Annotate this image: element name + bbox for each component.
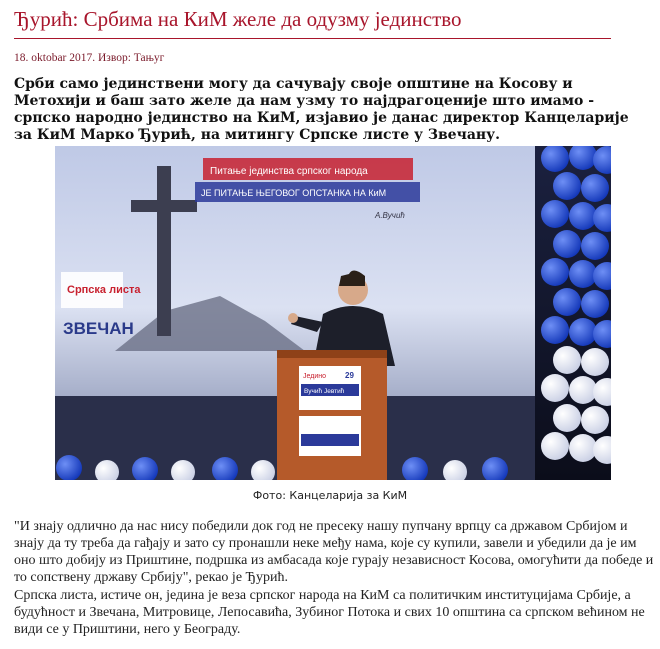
- article-meta: 18. oktobar 2017. Извор: Тањуг: [14, 52, 165, 64]
- article-photo: [55, 146, 611, 480]
- article-title[interactable]: Ђурић: Србима на КиМ желе да одузму јединство: [14, 7, 462, 31]
- rally-photo: [55, 146, 611, 480]
- logo-text: Српска листа: [67, 284, 141, 296]
- title-divider: [14, 38, 611, 39]
- banner-line1: Питање јединства српског народа: [210, 166, 368, 177]
- photo-caption: Фото: Канцеларија за КиМ: [252, 489, 408, 502]
- banner-sign: А.Вучић: [375, 211, 405, 220]
- podium-number: 29: [345, 371, 354, 380]
- place-text: ЗВЕЧАН: [63, 319, 134, 338]
- article-paragraph: Српска листа, истиче он, једина је веза српског народа на КиМ са политичким институцијама Србије, а будућност и Звечана, Митровице, Лепосавића, Зубиног Потока и свих 10 општина са српском већином не види се у Приштини, него у Београду.: [14, 588, 645, 637]
- banner-line2: ЈЕ ПИТАЊЕ ЊЕГОВОГ ОПСТАНКА НА КиМ: [201, 188, 387, 198]
- article-lead: Срби само јединствени могу да сачувају своје општине на Косову и Метохији и баш зато желе да нам узму то најдрагоценије што имамо - српско народно јединство на КиМ, изјавио је данас директор Канцеларије за КиМ Марко Ђурић, на митингу Српске листе у Звечану.: [14, 76, 629, 143]
- article: [14, 0, 646, 144]
- article-paragraph: "И знају одлично да нас нису победили док год не пресеку нашу пупчану врпцу са државом Србијом и знају да ту треба да гађају и зато су пронашли неке међу нама, које су купили, завели и убедили да је им оно што добију из Приштине, подршка из амбасада које гурају независност Косова, омогућити да победе и то сопствену државу Србију", рекао је Ђурић.: [14, 519, 654, 585]
- podium-name: Вучић Јевтић: [304, 388, 345, 395]
- podium-word: Једино: [303, 373, 326, 380]
